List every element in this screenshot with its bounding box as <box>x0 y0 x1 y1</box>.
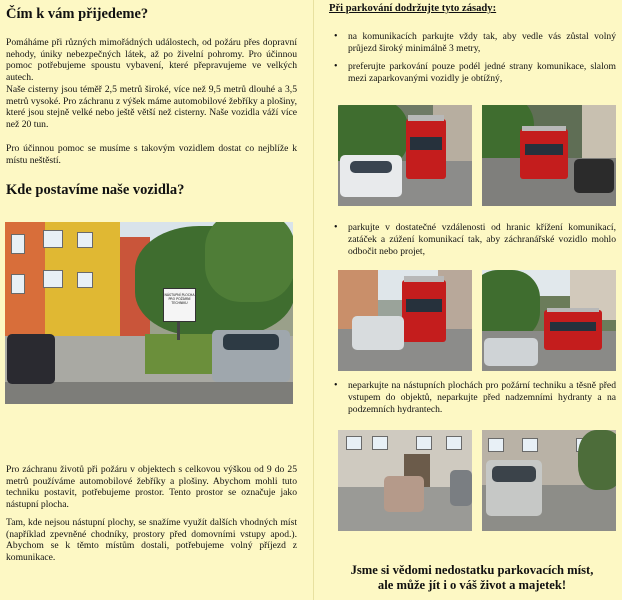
bullet-rule-2 <box>334 61 616 85</box>
bullet-rule-3 <box>334 222 616 257</box>
photo-intersection-1 <box>338 270 472 371</box>
bullet-dot: • <box>334 222 338 233</box>
photo-intersection-2 <box>482 270 616 371</box>
bullet-text-1: na komunikacích parkujte vždy tak, aby vedle vás zůstal volný průjezd široký minimálně 3 metry, <box>348 31 616 54</box>
bullet-dot: • <box>334 380 338 391</box>
heading-what-we-come-with: Čím k vám přijedeme? <box>6 6 149 22</box>
photo-building-entrance-2 <box>482 430 616 531</box>
paragraph-intro: Pomáháme při různých mimořádných událostech, od požáru přes dopravní nehody, úniky nebezpečných látek, až po živelní pohromy. Pro účinnou pomoc potřebujeme spoustu vybavení, které přepravujeme ve velkých autech. <box>6 37 297 83</box>
photo-access-area <box>5 222 293 404</box>
bullet-text-3: parkujte v dostatečné vzdálenosti od hranic křížení komunikací, zatáček a zúžení komunikací tak, aby záchranářské vozidlo mohlo odbočit nebo projet, <box>348 222 616 257</box>
paragraph-get-close: Pro účinnou pomoc se musíme s takovým vozidlem dostat co nejblíže k místu neštěstí. <box>6 143 297 166</box>
photo-building-entrance-1 <box>338 430 472 531</box>
heading-parking-rules: Při parkování dodržujte tyto zásady: <box>329 3 497 14</box>
closing-line-2: ale může jít i o váš život a majetek! <box>377 578 567 592</box>
paragraph-vehicle-size: Naše cisterny jsou téměř 2,5 metrů široké, více než 9,5 metrů dlouhé a 3,5 metrů vysoké. Pro záchranu z výšek máme automobilové žebříky a plošiny, které jsou stejně velké nebo ještě větší než cisterny. Naše vozidla váží více než 20 tun. <box>6 84 297 130</box>
column-divider <box>313 0 314 600</box>
bullet-text-2: preferujte parkování pouze podél jedné strany komunikace, slalom mezi zaparkovanými vozidly je obtížný, <box>348 61 616 84</box>
paragraph-ladders: Pro záchranu životů při požáru v objektech s celkovou výškou od 9 do 25 metrů používáme automobilové žebříky a plošiny. Abychom mohli tuto techniku postavit, potřebujeme prostor. Tento prostor se označuje jako nástupní plocha. <box>6 464 297 510</box>
bullet-rule-1 <box>334 31 616 55</box>
closing-message <box>322 563 622 593</box>
access-area-sign: NÁSTUPNÍ PLOCHA PRO POŽÁRNÍ TECHNIKU <box>163 288 196 322</box>
paragraph-alternatives: Tam, kde nejsou nástupní plochy, se snažíme využít dalších vhodných míst (například zpevněné chodníky, prostory před domovními vstupy apod.). Abychom se k těmto místům dostali, potřebujeme volný příjezd z komunikace. <box>6 517 297 563</box>
bullet-text-4: neparkujte na nástupních plochách pro požární techniku a těsně před vstupem do objektů, neparkujte před nadzemními hydranty a na podzemních hydrantech. <box>348 380 616 415</box>
bullet-rule-4 <box>334 380 616 415</box>
closing-line-1: Jsme si vědomi nedostatku parkovacích míst, <box>350 563 594 577</box>
bullet-dot: • <box>334 31 338 42</box>
bullet-dot: • <box>334 61 338 72</box>
heading-where-to-park: Kde postavíme naše vozidla? <box>6 182 185 198</box>
photo-narrow-street-2 <box>482 105 616 206</box>
photo-narrow-street-1 <box>338 105 472 206</box>
